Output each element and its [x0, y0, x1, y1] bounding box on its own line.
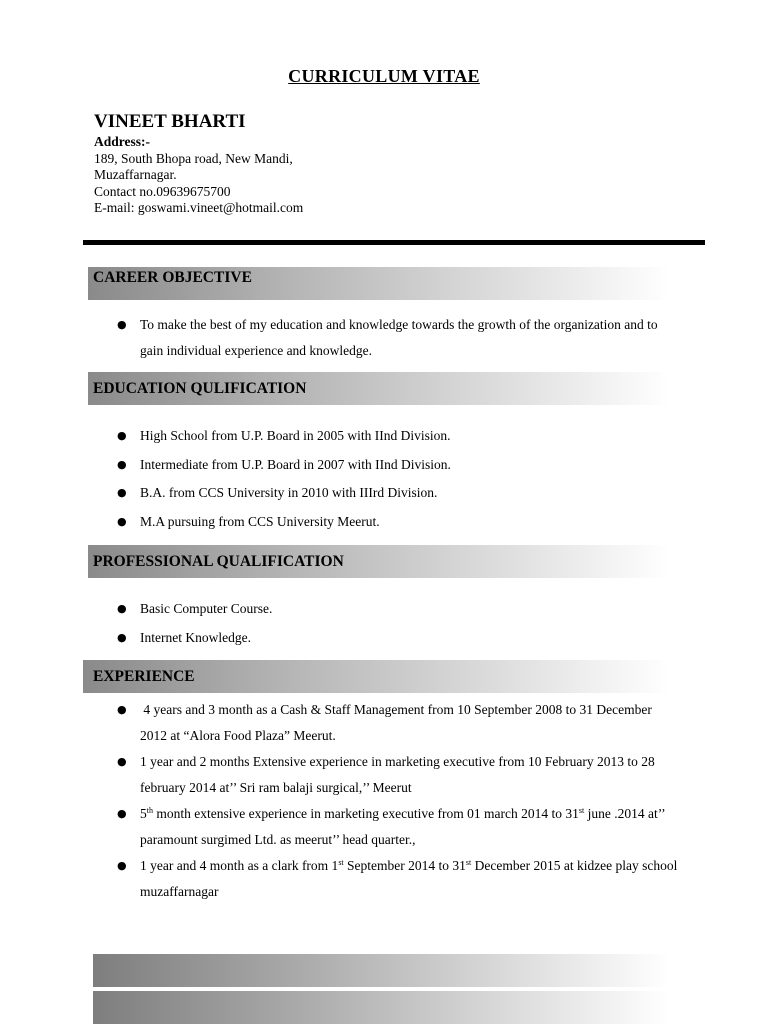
- list-item: [94, 451, 680, 480]
- career-heading: CAREER OBJECTIVE: [93, 269, 252, 286]
- list-item: [94, 595, 680, 624]
- list-item: [94, 479, 680, 508]
- education-item: B.A. from CCS University in 2010 with IIIrd Division.: [140, 485, 438, 501]
- experience-item-text: 4 years and 3 month as a Cash & Staff Management from 10 September 2008 to 31 December 2012 at “Alora Food Plaza” Meerut.: [140, 702, 652, 743]
- education-heading: EDUCATION QULIFICATION: [93, 380, 307, 397]
- career-list: [94, 312, 680, 364]
- bullet-icon: ●: [117, 859, 127, 872]
- experience-item-text: 1 year and 2 months Extensive experience in marketing executive from 10 February 2013 to 28 february 2014 at’’ Sri ram balaji surgical,’’ Meerut: [140, 754, 655, 795]
- list-item: [94, 749, 680, 801]
- career-item: To make the best of my education and knowledge towards the growth of the organization and to gain individual experience and knowledge.: [140, 317, 658, 358]
- education-item: High School from U.P. Board in 2005 with IInd Division.: [140, 428, 451, 443]
- education-item: M.A pursuing from CCS University Meerut.: [140, 514, 380, 530]
- list-item: [94, 624, 680, 653]
- experience-item-text: month extensive experience in marketing executive from 01 march 2014 to 31: [152, 806, 579, 821]
- professional-heading: PROFESSIONAL QUALIFICATION: [93, 553, 344, 570]
- section-heading-professional: [88, 545, 670, 578]
- list-item: [94, 312, 680, 364]
- experience-heading: EXPERIENCE: [93, 668, 195, 685]
- bullet-icon: ●: [117, 318, 127, 331]
- email: E-mail: goswami.vineet@hotmail.com: [94, 200, 304, 215]
- bullet-icon: ●: [117, 703, 127, 716]
- bullet-icon: ●: [117, 457, 127, 471]
- bullet-icon: ●: [117, 602, 127, 615]
- bullet-icon: ●: [117, 515, 127, 529]
- education-list: [94, 422, 680, 537]
- section-heading-education: [88, 372, 670, 405]
- experience-item-text: 1 year and 4 month as a clark from 1: [140, 858, 339, 873]
- bullet-icon: ●: [117, 807, 127, 820]
- address-line-1: 189, South Bhopa road, New Mandi,: [94, 150, 293, 166]
- professional-list: [94, 595, 680, 652]
- list-item: [94, 508, 680, 537]
- ordinal-suffix: st: [578, 806, 585, 815]
- section-heading-career: [88, 267, 670, 300]
- experience-item-text: December 2015 at kidzee play school muzaffarnagar: [140, 858, 678, 899]
- contact-block: [94, 134, 303, 217]
- list-item: [94, 422, 680, 451]
- professional-item: Internet Knowledge.: [140, 629, 251, 645]
- document-title: CURRICULUM VITAE: [288, 66, 480, 86]
- header-divider: [83, 240, 705, 245]
- list-item: [94, 853, 680, 905]
- contact-number: Contact no.09639675700: [94, 183, 231, 199]
- bullet-icon: ●: [117, 486, 127, 500]
- list-item: [94, 697, 680, 749]
- list-item: [94, 801, 680, 853]
- bullet-icon: ●: [117, 630, 127, 644]
- education-item: Intermediate from U.P. Board in 2007 with IInd Division.: [140, 456, 451, 472]
- experience-item-text: September 2014 to 31: [343, 858, 466, 873]
- address-label: Address:-: [94, 134, 151, 149]
- professional-item: Basic Computer Course.: [140, 601, 273, 616]
- experience-item-text: june .2014 at’’ paramount surgimed Ltd. as meerut’’ head quarter.,: [140, 806, 665, 847]
- candidate-name: VINEET BHARTI: [94, 111, 246, 132]
- ordinal-suffix: st: [465, 858, 472, 867]
- address-line-2: Muzaffarnagar.: [94, 167, 177, 182]
- ordinal-suffix: st: [338, 858, 344, 867]
- bullet-icon: ●: [117, 755, 127, 768]
- bullet-icon: ●: [117, 429, 127, 442]
- empty-section-bar: [93, 954, 670, 987]
- ordinal-suffix: th: [146, 806, 153, 815]
- experience-list: [94, 697, 680, 905]
- experience-item-text: 5: [140, 806, 147, 821]
- empty-section-bar: [93, 991, 670, 1024]
- section-heading-experience: [83, 660, 670, 693]
